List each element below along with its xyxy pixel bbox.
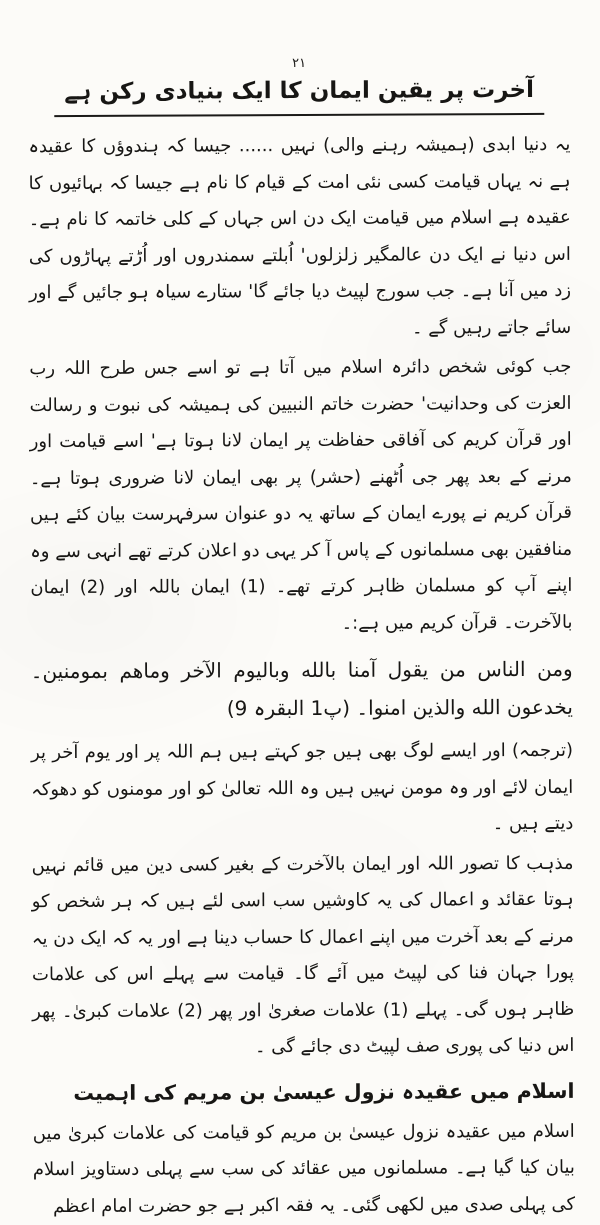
paragraph-religion-concept: مذہب کا تصور اللہ اور ایمان بالآخرت کے بغیر کسی دین میں قائم نہیں ہوتا عقائد و اعمال کی یہ کاوشیں سب اسی لئے ہیں کہ ہر شخص کو مرنے کے بعد آخرت میں اپنے اعمال کا حساب دینا ہے اور یہ کہ ایک دن یہ پورا جہان فنا کی لپیٹ میں آئے گا۔ قیامت سے پہلے اس کی علامات ظاہر ہوں گی۔ پہلے (1) علامات صغریٰ اور پھر (2) علامات کبریٰ۔ پھر اس دنیا کی پوری صف لپیٹ دی جائے گی ۔ (31, 852, 575, 1058)
page-title: آخرت پر یقین ایمان کا ایک بنیادی رکن ہے (54, 74, 544, 117)
verse-translation: (ترجمہ) اور ایسے لوگ بھی ہیں جو کہتے ہیں ہم اللہ پر اور یوم آخر پر ایمان لائے اور وہ مومن نہیں ہیں وہ اللہ تعالیٰ کو اور مومنوں کو دھوکہ دیتے ہیں ۔ (31, 740, 574, 835)
page-title-row (28, 74, 570, 118)
paragraph-world-not-eternal: یہ دنیا ابدی (ہمیشہ رہنے والی) نہیں ...... جیسا کہ ہندوؤں کا عقیدہ ہے نہ یہاں قیامت کسی نئی امت کے قیام کا نام ہے جیسا کہ بہائیوں کا عقیدہ ہے اسلام میں قیامت ایک دن اس جہاں کے کلی خاتمہ کا نام ہے۔ اس دنیا نے ایک دن عالمگیر زلزلوں' اُبلتے سمندروں اور اُڑتے پہاڑوں کی زد میں آنا ہے۔ جب سورج لپیٹ دیا جائے گا' ستارے سیاہ ہو جائیں گے اور سائے جاتے رہیں گے ۔ (28, 134, 572, 339)
paragraph-nuzul-isa-importance: اسلام میں عقیدہ نزول عیسیٰ بن مریم کو قیامت کی علامات کبریٰ میں بیان کیا گیا ہے۔ مسلمانوں میں عقائد کی سب سے پہلی دستاویز اسلام کی پہلی صدی میں لکھی گئی۔ یہ فقہ اکبر ہے جو حضرت امام اعظم (32, 1120, 576, 1217)
quran-verse: ومن الناس من يقول آمنا بالله وباليوم الآخر وماهم بمومنين۔ يخدعون الله والذين امنوا۔ (پ1 البقرہ 9) (30, 657, 573, 721)
paragraph-entering-islam: جب کوئی شخص دائرہ اسلام میں آتا ہے تو اسے جس طرح اللہ رب العزت کی وحدانیت' حضرت خاتم النبیین کی ہمیشہ کی نبوت و رسالت اور قرآن کریم کی آفاقی حفاظت پر ایمان لانا ہوتا ہے' اسے قیامت اور مرنے کے بعد پھر جی اُٹھنے (حشر) پر بھی ایمان لانا ضروری ہوتا ہے۔ قرآن کریم نے پورے ایمان کے ساتھ یہ دو عنوان سرفہرست بیان کئے ہیں منافقین بھی مسلمانوں کے پاس آ کر یہی دو اعلان کرتے تھے انہی سے وہ اپنے آپ کو مسلمان ظاہر کرتے تھے۔ (1) ایمان باللہ اور (2) ایمان بالآخرت۔ قرآن کریم میں ہے:۔ (29, 356, 573, 634)
page-number: ۲۱ (292, 55, 307, 72)
section-heading-nuzul-isa: اسلام میں عقیدہ نزول عیسیٰ بن مریم کی اہمیت (73, 1078, 575, 1105)
